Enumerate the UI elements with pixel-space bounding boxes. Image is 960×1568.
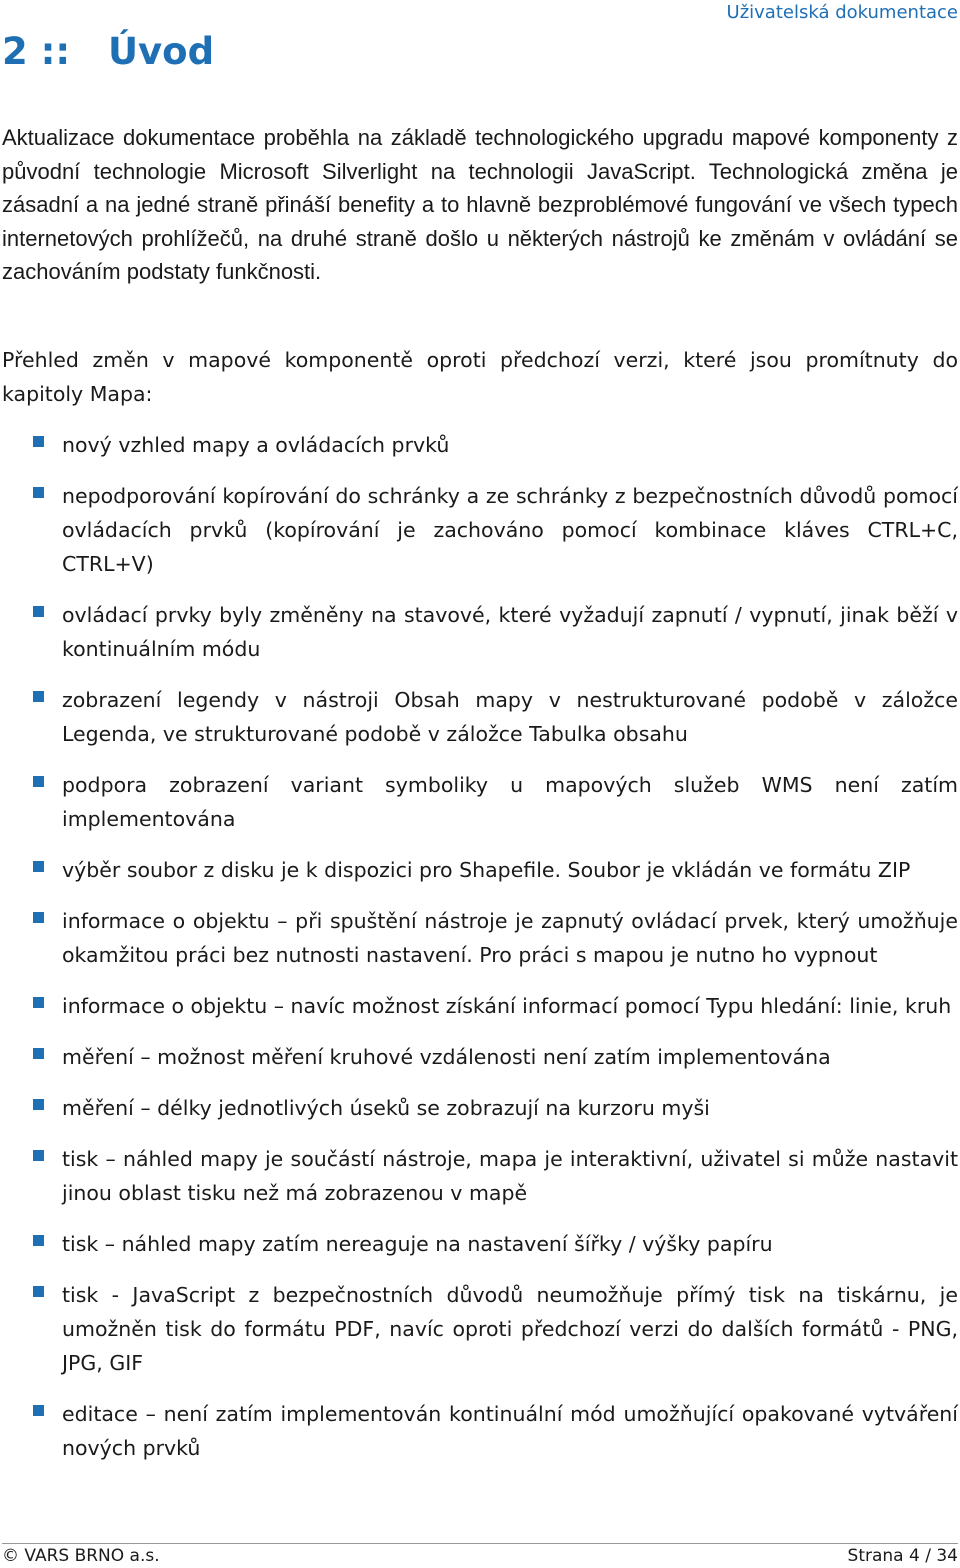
square-bullet-icon [33,997,44,1008]
list-item: zobrazení legendy v nástroji Obsah mapy v nestrukturované podobě v záložce Legenda, ve strukturované podobě v záložce Tabulka obsahu [0,683,958,751]
square-bullet-icon [33,606,44,617]
square-bullet-icon [33,1150,44,1161]
square-bullet-icon [33,776,44,787]
chapter-title: Úvod [108,30,215,73]
square-bullet-icon [33,1405,44,1416]
list-item: měření – délky jednotlivých úseků se zobrazují na kurzoru myši [0,1091,958,1125]
square-bullet-icon [33,487,44,498]
chapter-heading [2,30,214,73]
square-bullet-icon [33,1048,44,1059]
square-bullet-icon [33,912,44,923]
list-item: informace o objektu – při spuštění nástroje je zapnutý ovládací prvek, který umožňuje okamžitou práci bez nutnosti nastavení. Pro práci s mapou je nutno ho vypnout [0,904,958,972]
chapter-number: 2 :: [2,30,71,73]
document-type-header: Uživatelská dokumentace [726,2,958,23]
list-item: informace o objektu – navíc možnost získání informací pomocí Typu hledání: linie, kruh [0,989,958,1023]
list-item: měření – možnost měření kruhové vzdálenosti není zatím implementována [0,1040,958,1074]
square-bullet-icon [33,861,44,872]
square-bullet-icon [33,1286,44,1297]
page-footer [2,1543,958,1568]
list-item: tisk - JavaScript z bezpečnostních důvodů neumožňuje přímý tisk na tiskárnu, je umožněn tisk do formátu PDF, navíc oproti předchozí verzi do dalších formátů - PNG, JPG, GIF [0,1278,958,1380]
list-item: nový vzhled mapy a ovládacích prvků [0,428,958,462]
overview-paragraph: Přehled změn v mapové komponentě oproti předchozí verzi, které jsou promítnuty do kapitoly Mapa: [2,348,958,406]
intro-paragraph: Aktualizace dokumentace proběhla na základě technologického upgradu mapové komponenty z původní technologie Microsoft Silverlight na technologii JavaScript. Technologická změna je zásadní a na jedné straně přináší benefity a to hlavně bezproblémové fungování ve všech typech internetových prohlížečů, na druhé straně došlo u některých nástrojů ke změnám v ovládání se zachováním podstaty funkčnosti. [2,125,958,285]
square-bullet-icon [33,691,44,702]
changes-list [0,428,958,1482]
square-bullet-icon [33,1235,44,1246]
footer-page-number: Strana 4 / 34 [847,1546,958,1566]
list-item: podpora zobrazení variant symboliky u mapových služeb WMS není zatím implementována [0,768,958,836]
square-bullet-icon [33,436,44,447]
list-item: nepodporování kopírování do schránky a ze schránky z bezpečnostních důvodů pomocí ovládacích prvků (kopírování je zachováno pomocí kombinace kláves CTRL+C, CTRL+V) [0,479,958,581]
list-item: výběr soubor z disku je k dispozici pro Shapefile. Soubor je vkládán ve formátu ZIP [0,853,958,887]
footer-company: © VARS BRNO a.s. [2,1546,160,1566]
list-item: tisk – náhled mapy zatím nereaguje na nastavení šířky / výšky papíru [0,1227,958,1261]
list-item: editace – není zatím implementován kontinuální mód umožňující opakované vytváření nových prvků [0,1397,958,1465]
square-bullet-icon [33,1099,44,1110]
list-item: tisk – náhled mapy je součástí nástroje, mapa je interaktivní, uživatel si může nastavit jinou oblast tisku než má zobrazenou v mapě [0,1142,958,1210]
list-item: ovládací prvky byly změněny na stavové, které vyžadují zapnutí / vypnutí, jinak běží v kontinuálním módu [0,598,958,666]
